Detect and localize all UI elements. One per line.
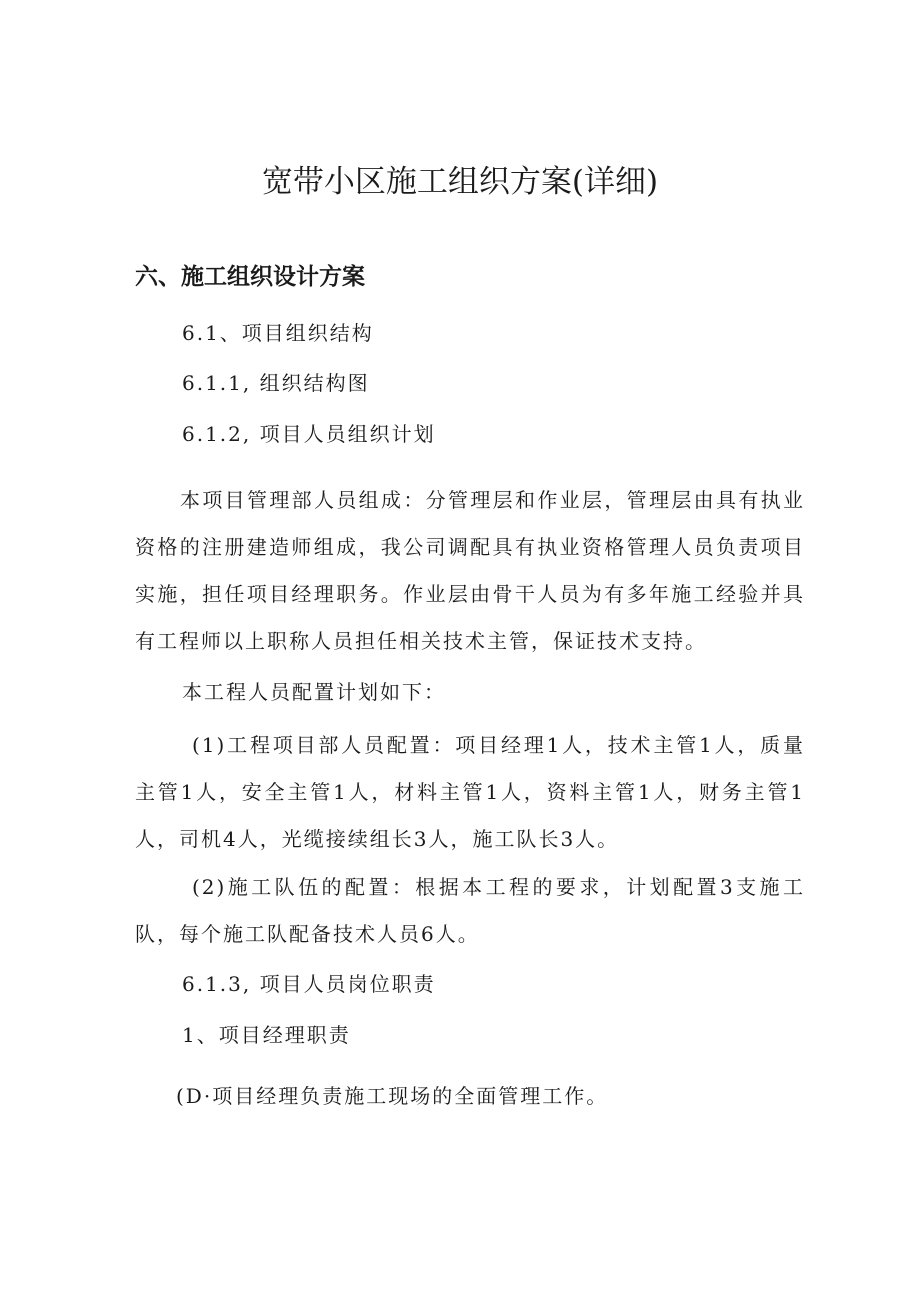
staffing-plan-intro: 本工程人员配置计划如下： — [182, 680, 446, 704]
subsection-heading-6-1-3: 6.1.3, 项目人员岗位职责 — [182, 972, 436, 996]
staffing-item-2: (2)施工队伍的配置：根据本工程的要求，计划配置3支施工队，每个施工队配备技术人员6人。 — [135, 875, 805, 946]
paragraph-staff-composition: 本项目管理部人员组成：分管理层和作业层，管理层由具有执业资格的注册建造师组成，我公司调配具有执业资格管理人员负责项目实施，担任项目经理职务。作业层由骨干人员为有多年施工经验并具有工程师以上职称人员担任相关技术主管，保证技术支持。 — [135, 488, 805, 653]
responsibility-item-1: (D·项目经理负责施工现场的全面管理工作。 — [176, 1084, 609, 1108]
subsection-heading-6-1: 6.1、项目组织结构 — [182, 321, 374, 345]
subsection-heading-6-1-2: 6.1.2, 项目人员组织计划 — [182, 422, 436, 446]
subsection-heading-6-1-1: 6.1.1, 组织结构图 — [182, 371, 370, 395]
staffing-item-1: (1)工程项目部人员配置：项目经理1人，技术主管1人，质量主管1人，安全主管1人，材料主管1人，资料主管1人，财务主管1人，司机4人，光缆接续组长3人，施工队长3人。 — [135, 733, 805, 851]
section-heading: 六、施工组织设计方案 — [135, 264, 365, 290]
document-title: 宽带小区施工组织方案(详细) — [261, 164, 659, 200]
responsibility-heading-1: 1、项目经理职责 — [182, 1023, 351, 1047]
